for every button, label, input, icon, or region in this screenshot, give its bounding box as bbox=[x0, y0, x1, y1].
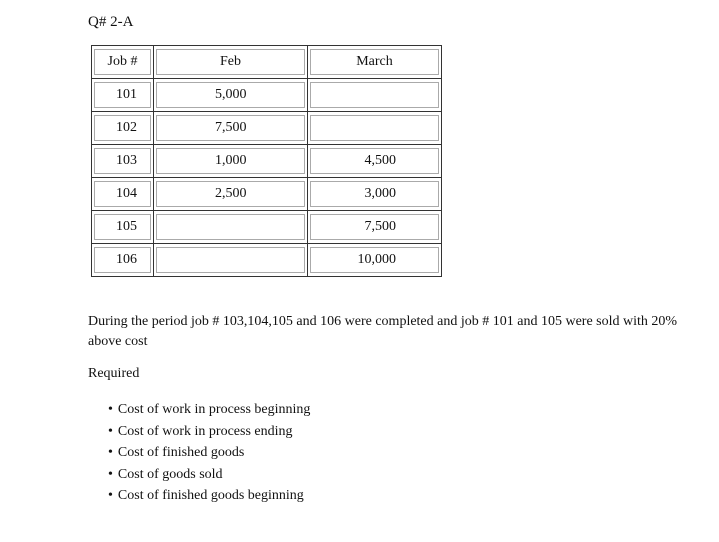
table-row bbox=[92, 178, 442, 211]
required-list bbox=[108, 399, 310, 507]
list-item: • Cost of work in process ending bbox=[108, 421, 310, 443]
cell-march: 4,500 bbox=[308, 145, 442, 178]
cell-march: 10,000 bbox=[308, 244, 442, 277]
cell-feb: 2,500 bbox=[154, 178, 308, 211]
cell-job: 103 bbox=[92, 145, 154, 178]
cell-job: 102 bbox=[92, 112, 154, 145]
cell-march bbox=[308, 79, 442, 112]
table-row bbox=[92, 145, 442, 178]
cell-feb: 5,000 bbox=[154, 79, 308, 112]
cell-feb: 7,500 bbox=[154, 112, 308, 145]
table-row bbox=[92, 244, 442, 277]
list-item: • Cost of finished goods bbox=[108, 442, 310, 464]
cell-march: 3,000 bbox=[308, 178, 442, 211]
table-header-row bbox=[92, 46, 442, 79]
cell-march bbox=[308, 112, 442, 145]
list-item: • Cost of finished goods beginning bbox=[108, 485, 310, 507]
list-item: • Cost of work in process beginning bbox=[108, 399, 310, 421]
cell-job: 104 bbox=[92, 178, 154, 211]
header-march: March bbox=[308, 46, 442, 79]
question-title: Q# 2-A bbox=[88, 14, 134, 30]
problem-paragraph: During the period job # 103,104,105 and 106 were completed and job # 101 and 105 were sold with 20% above cost bbox=[88, 314, 678, 349]
table-row bbox=[92, 79, 442, 112]
table-row bbox=[92, 112, 442, 145]
cell-feb: 1,000 bbox=[154, 145, 308, 178]
cell-job: 101 bbox=[92, 79, 154, 112]
cell-feb bbox=[154, 244, 308, 277]
list-item: • Cost of goods sold bbox=[108, 464, 310, 486]
required-heading: Required bbox=[88, 366, 140, 381]
table-row bbox=[92, 211, 442, 244]
cell-job: 105 bbox=[92, 211, 154, 244]
cell-march: 7,500 bbox=[308, 211, 442, 244]
cell-feb bbox=[154, 211, 308, 244]
jobs-table bbox=[91, 45, 442, 277]
header-feb: Feb bbox=[154, 46, 308, 79]
header-job: Job # bbox=[92, 46, 154, 79]
cell-job: 106 bbox=[92, 244, 154, 277]
